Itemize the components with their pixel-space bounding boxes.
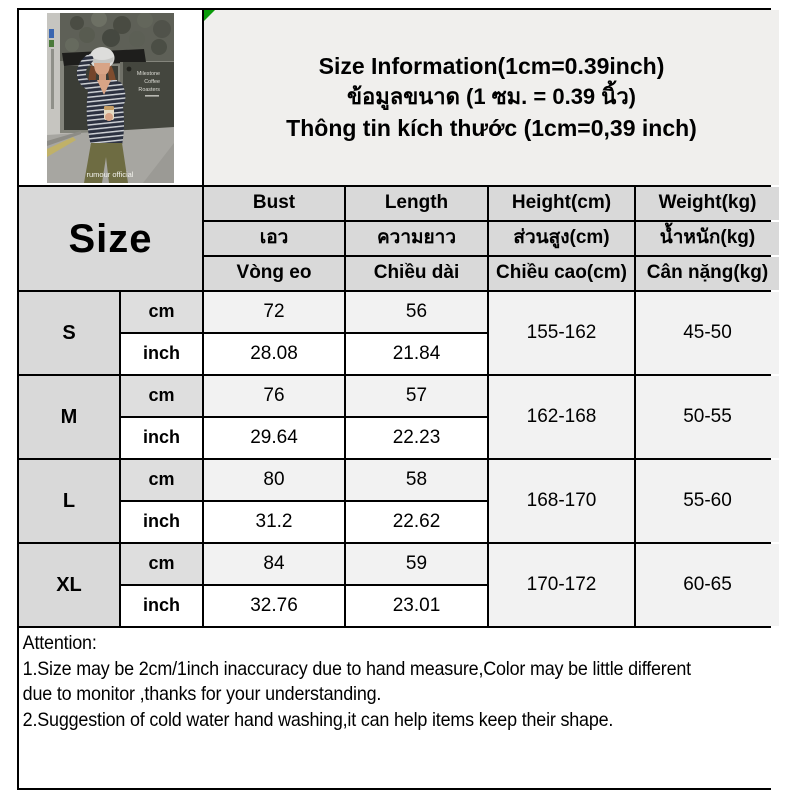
bust-cm-xl: 84 bbox=[204, 544, 344, 584]
unit-inch-l: inch bbox=[121, 502, 202, 542]
title-vietnamese: Thông tin kích thước (1cm=0,39 inch) bbox=[286, 114, 697, 141]
title-english: Size Information(1cm=0.39inch) bbox=[318, 53, 665, 80]
bust-inch-m: 29.64 bbox=[204, 418, 344, 458]
length-cm-m: 57 bbox=[346, 376, 487, 416]
row-size-l: L bbox=[19, 460, 119, 542]
attention-line1: 1.Size may be 2cm/1inch inaccuracy due to hand measure,Color may be little different due to monitor ,thanks for your understanding. bbox=[22, 657, 691, 706]
header-height-th: ส่วนสูง(cm) bbox=[489, 222, 634, 255]
length-inch-xl: 23.01 bbox=[346, 586, 487, 626]
header-weight-th: น้ำหนัก(kg) bbox=[636, 222, 779, 255]
bust-inch-xl: 32.76 bbox=[204, 586, 344, 626]
header-weight-en: Weight(kg) bbox=[636, 187, 779, 220]
weight-s: 45-50 bbox=[636, 292, 779, 374]
row-size-s: S bbox=[19, 292, 119, 374]
model-photo-cell bbox=[19, 10, 202, 185]
header-height-vi: Chiều cao(cm) bbox=[489, 257, 634, 290]
weight-l: 55-60 bbox=[636, 460, 779, 542]
unit-cm-l: cm bbox=[121, 460, 202, 500]
size-label: Size bbox=[68, 216, 153, 261]
header-bust-vi: Vòng eo bbox=[204, 257, 344, 290]
title-cell bbox=[204, 10, 779, 185]
header-length-en: Length bbox=[346, 187, 487, 220]
bust-inch-l: 31.2 bbox=[204, 502, 344, 542]
svg-text:Milestone: Milestone bbox=[136, 70, 160, 77]
header-height-en: Height(cm) bbox=[489, 187, 634, 220]
unit-cm-m: cm bbox=[121, 376, 202, 416]
svg-text:Roasters: Roasters bbox=[138, 86, 160, 93]
unit-inch-s: inch bbox=[121, 334, 202, 374]
weight-xl: 60-65 bbox=[636, 544, 779, 626]
green-corner-flag-icon bbox=[204, 10, 215, 21]
header-bust-th: เอว bbox=[204, 222, 344, 255]
length-cm-s: 56 bbox=[346, 292, 487, 332]
attention-text bbox=[19, 628, 718, 737]
street-left-strip bbox=[47, 13, 60, 135]
attention-heading: Attention: bbox=[22, 632, 97, 654]
length-inch-m: 22.23 bbox=[346, 418, 487, 458]
attention-line2: 2.Suggestion of cold water hand washing,it can help items keep their shape. bbox=[22, 709, 614, 732]
length-inch-s: 21.84 bbox=[346, 334, 487, 374]
header-weight-vi: Cân nặng(kg) bbox=[636, 257, 779, 290]
bust-inch-s: 28.08 bbox=[204, 334, 344, 374]
model-photo bbox=[47, 13, 174, 183]
title-thai: ข้อมูลขนาด (1 ซม. = 0.39 นิ้ว) bbox=[346, 84, 636, 110]
attention-cell bbox=[19, 628, 779, 788]
length-cm-xl: 59 bbox=[346, 544, 487, 584]
bust-cm-m: 76 bbox=[204, 376, 344, 416]
size-column-header bbox=[19, 187, 202, 290]
unit-inch-m: inch bbox=[121, 418, 202, 458]
unit-cm-xl: cm bbox=[121, 544, 202, 584]
header-length-vi: Chiều dài bbox=[346, 257, 487, 290]
bust-cm-l: 80 bbox=[204, 460, 344, 500]
bust-cm-s: 72 bbox=[204, 292, 344, 332]
header-bust-en: Bust bbox=[204, 187, 344, 220]
photo-watermark: rumour official bbox=[86, 169, 134, 179]
header-length-th: ความยาว bbox=[346, 222, 487, 255]
unit-inch-xl: inch bbox=[121, 586, 202, 626]
unit-cm-s: cm bbox=[121, 292, 202, 332]
height-s: 155-162 bbox=[489, 292, 634, 374]
height-m: 162-168 bbox=[489, 376, 634, 458]
size-table bbox=[17, 8, 771, 790]
neck bbox=[99, 74, 106, 80]
row-size-xl: XL bbox=[19, 544, 119, 626]
height-xl: 170-172 bbox=[489, 544, 634, 626]
row-size-m: M bbox=[19, 376, 119, 458]
svg-text:Coffee: Coffee bbox=[144, 78, 160, 85]
length-cm-l: 58 bbox=[346, 460, 487, 500]
length-inch-l: 22.62 bbox=[346, 502, 487, 542]
coffee-cup bbox=[104, 106, 114, 121]
height-l: 168-170 bbox=[489, 460, 634, 542]
weight-m: 50-55 bbox=[636, 376, 779, 458]
